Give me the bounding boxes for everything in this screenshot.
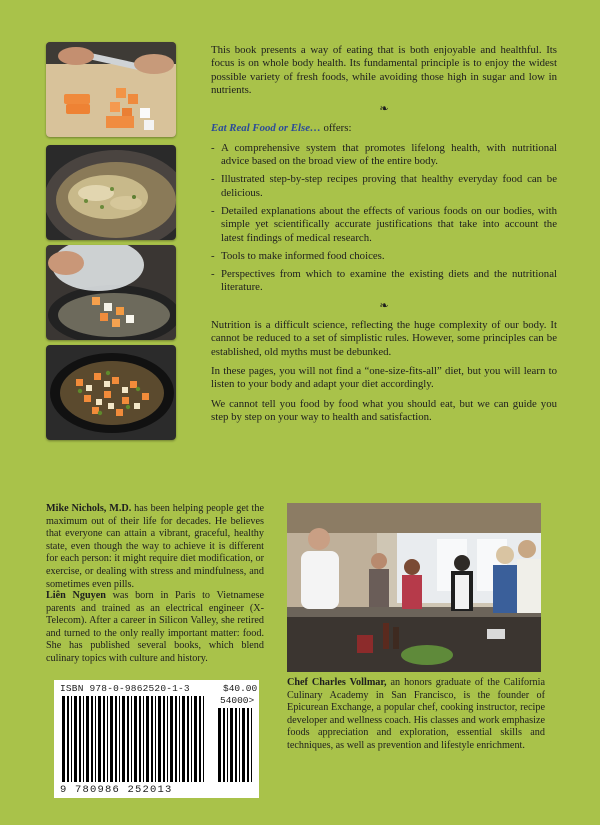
body-paragraph: In these pages, you will not find a “one-size-fits-all” diet, but you will learn to listen to your body and adapt your diet accordingly.	[211, 364, 557, 391]
photo-sauteing-onions	[46, 145, 176, 240]
list-item: - A comprehensive system that promotes lifelong health, with nutritional advice based on the broad view of the entire body.	[211, 142, 557, 169]
book-title: Eat Real Food or Else…	[211, 122, 321, 135]
offers-list	[211, 142, 557, 295]
fleuron-ornament: ❧	[379, 103, 389, 116]
list-item: - Tools to make informed food choices.	[211, 250, 557, 263]
price-label: $40.00	[223, 683, 258, 694]
isbn-barcode	[54, 680, 259, 798]
fleuron-ornament: ❧	[379, 299, 389, 312]
offers-heading	[211, 122, 557, 135]
barcode-digits: 9 780986 252013	[60, 784, 173, 796]
author-bio-text: has been helping people get the maximum out of their life for decades. He believes that everyone can attain a vibrant, graceful, healthy state, even though the way to achieve it is different for each person: it might require diet modification, or exercise, or dealing with stress and mindfulness, and sometimes even pills.	[46, 503, 264, 590]
barcode-bars	[54, 680, 259, 798]
photo-cutting-sweet-potato	[46, 42, 176, 137]
author-bio-lien-nguyen	[46, 590, 264, 666]
body-paragraph: We cannot tell you food by food what you should eat, but we can guide you step by step on your way to health and satisfaction.	[211, 397, 557, 423]
author-name: Mike Nichols, M.D.	[46, 503, 132, 514]
photo-finished-hash	[46, 345, 176, 440]
price-addon-code: 54000>	[220, 695, 255, 706]
list-item: - Perspectives from which to examine the existing diets and the nutritional literature.	[211, 268, 557, 295]
offers-suffix: offers:	[320, 122, 352, 135]
chef-bio-text: an honors graduate of the California Culinary Academy in San Francisco, is the founder of Epicurean Exchange, a popular chef, cooking instructor, recipe developer and wellness coach. His classes and work emphasize foods appreciation and exploration, essential skills and techniques, as well as prevention and lifestyle enrichment.	[287, 677, 545, 751]
isbn-number: ISBN 978-0-9862520-1-3	[60, 683, 190, 694]
photo-adding-vegetables	[46, 245, 176, 340]
list-item: - Illustrated step-by-step recipes proving that healthy everyday food can be delicious.	[211, 173, 557, 200]
photo-cooking-class	[287, 503, 541, 672]
author-bio-text: was born in Paris to Vietnamese parents and trained as an electrical engineer (X-Telecom). After a career in Silicon Valley, she retired and turned to the only really important matter: food. She has published several books, which blend culinary topics with culture and history.	[46, 590, 264, 664]
book-description	[211, 44, 557, 430]
list-item: - Detailed explanations about the effects of various foods on our bodies, with simple yet scientifically accurate justifications that take into account the latest findings of medical research.	[211, 205, 557, 245]
body-paragraph: Nutrition is a difficult science, reflecting the huge complexity of our body. It cannot be reduced to a set of simplistic rules. However, some principles can be established, old myths must be debunked.	[211, 319, 557, 358]
chef-name: Chef Charles Vollmar,	[287, 677, 387, 688]
author-name: Liên Nguyen	[46, 590, 106, 601]
intro-paragraph: This book presents a way of eating that is both enjoyable and healthful. Its focus is on whole body health. Its fundamental principle is to enjoy the widest possible variety of fresh foods, while avoiding those high in sugar and low in nutrients.	[211, 44, 557, 96]
chef-bio	[287, 677, 545, 753]
author-bio-mike-nichols	[46, 503, 264, 591]
